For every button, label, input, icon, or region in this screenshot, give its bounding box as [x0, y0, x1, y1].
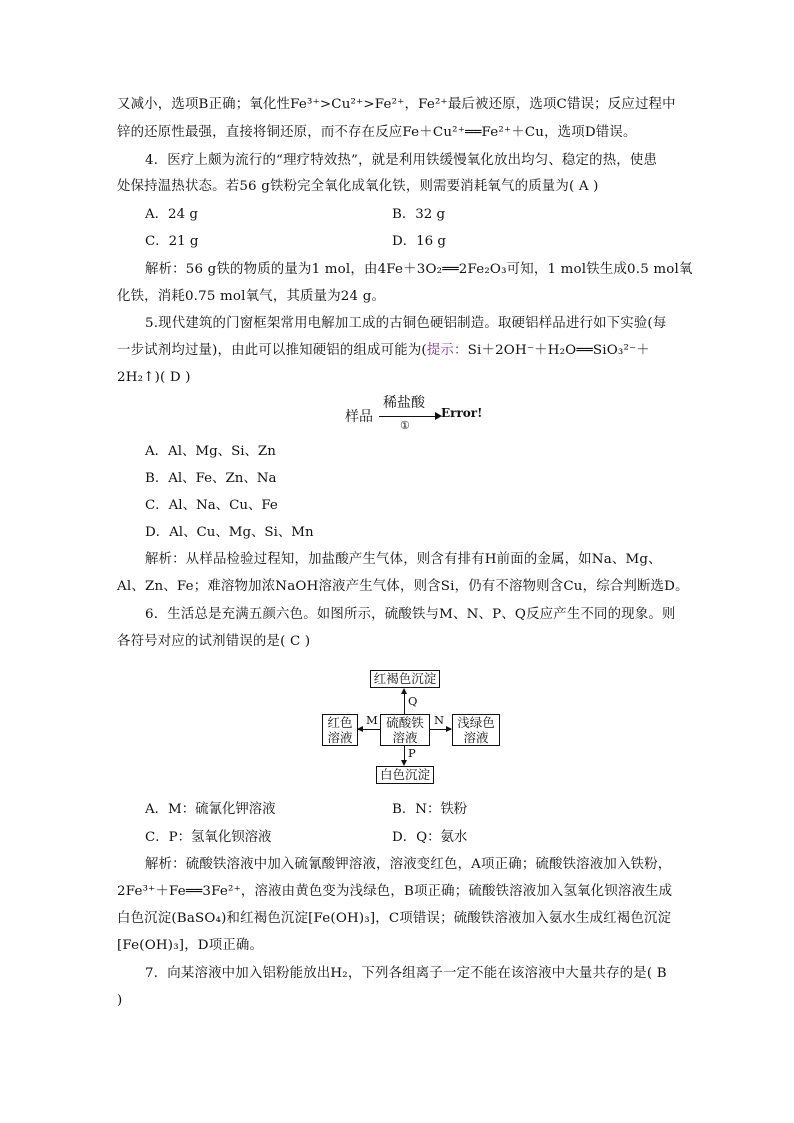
option-c: C．Al、Na、Cu、Fe — [145, 498, 278, 513]
option-c: C．21 g — [145, 234, 199, 249]
center-line: 硫酸铁 — [386, 715, 424, 730]
text-line: 锌的还原性最强，直接将铜还原，而不存在反应Fe＋Cu²⁺══Fe²⁺＋Cu，选项D错误。 — [117, 125, 637, 140]
text-line: Al、Zn、Fe；难溶物加浓NaOH溶液产生气体，则含Si，仍有不溶物则含Cu，综合判断选D。 — [117, 579, 689, 594]
reaction-diagram — [318, 666, 508, 790]
text-line: [Fe(OH)₃]，D项正确。 — [117, 938, 264, 953]
label-m: M — [366, 713, 378, 727]
text-span: 一步试剂均过量)，由此可以推知硬铝的组成可能为( — [117, 343, 427, 358]
option-a: A．24 g — [145, 207, 198, 222]
text-span: Si＋2OH⁻＋H₂O══SiO₃²⁻＋ — [467, 343, 650, 358]
option-d: D．16 g — [392, 234, 446, 249]
text-line: 处保持温热状态。若56 g铁粉完全氧化成氧化铁，则需要消耗氧气的质量为( A ) — [117, 179, 599, 194]
flow-reagent: 稀盐酸 — [383, 395, 425, 411]
option-b: B．N：铁粉 — [392, 802, 468, 817]
option-a: A．M：硫氰化钾溶液 — [145, 802, 276, 817]
arrow-up-icon — [401, 688, 407, 694]
arrow-left-icon — [357, 726, 363, 732]
box-top: 红褐色沉淀 — [370, 670, 440, 688]
label-p: P — [408, 746, 416, 760]
option-c: C．P：氢氧化钡溶液 — [145, 830, 272, 845]
arrow-q — [404, 694, 405, 714]
option-b: B．32 g — [392, 207, 446, 222]
text-line: ) — [117, 993, 123, 1008]
option-d: D．Al、Cu、Mg、Si、Mn — [145, 525, 314, 540]
text-line: 化铁，消耗0.75 mol氧气，其质量为24 g。 — [117, 289, 386, 304]
answer-explanation: 解析：硫酸铁溶液中加入硫氰酸钾溶液，溶液变红色，A项正确；硫酸铁溶液加入铁粉， — [145, 857, 672, 872]
left-line: 红色 — [327, 715, 353, 730]
question-6: 6．生活总是充满五颜六色。如图所示，硫酸铁与M、N、P、Q反应产生不同的现象。则 — [145, 607, 676, 622]
box-left — [322, 714, 358, 746]
answer-explanation: 解析：从样品检验过程知，加盐酸产生气体，则含有排有H前面的金属，如Na、Mg、 — [145, 552, 662, 567]
option-d: D．Q：氨水 — [392, 830, 468, 845]
text-line: 白色沉淀(BaSO₄)和红褐色沉淀[Fe(OH)₃]，C项错误；硫酸铁溶液加入氨水生成红褐色沉淀 — [117, 911, 672, 926]
arrow-right-icon — [446, 726, 452, 732]
text-line: 2H₂↑)( D ) — [117, 370, 191, 385]
text-line — [117, 341, 650, 361]
box-bottom: 白色沉淀 — [376, 766, 434, 784]
question-4: 4．医疗上颇为流行的“理疗特效热”，就是利用铁缓慢氧化放出均匀、稳定的热，使患 — [145, 153, 658, 168]
text-line: 各符号对应的试剂错误的是( C ) — [117, 634, 311, 649]
question-5: 5.现代建筑的门窗框架常用电解加工成的古铜色硬铝制造。取硬铝样品进行如下实验(每 — [145, 316, 667, 331]
label-n: N — [434, 713, 445, 727]
box-center — [380, 714, 430, 746]
question-7: 7．向某溶液中加入铝粉能放出H₂，下列各组离子一定不能在该溶液中大量共存的是( B — [145, 966, 667, 981]
hint-label: 提示： — [426, 343, 468, 358]
option-a: A．Al、Mg、Si、Zn — [145, 444, 276, 459]
flow-sample-label: 样品 — [345, 409, 373, 425]
label-q: Q — [408, 694, 418, 708]
text-line: 又减小，选项B正确；氧化性Fe³⁺>Cu²⁺>Fe²⁺，Fe²⁺最后被还原，选项C错误；反应过程中 — [117, 97, 676, 112]
option-b: B．Al、Fe、Zn、Na — [145, 471, 277, 486]
left-line: 溶液 — [327, 730, 353, 745]
center-line: 溶液 — [392, 730, 418, 745]
right-line: 浅绿色 — [457, 715, 495, 730]
flow-arrow — [379, 416, 437, 417]
flow-step: ① — [400, 419, 410, 432]
text-line: 2Fe³⁺＋Fe══3Fe²⁺，溶液由黄色变为浅绿色，B项正确；硫酸铁溶液加入氢氧化钡溶液生成 — [117, 884, 673, 899]
flow-error: Error! — [441, 406, 483, 420]
answer-explanation: 解析：56 g铁的物质的量为1 mol，由4Fe＋3O₂══2Fe₂O₃可知，1 mol铁生成0.5 mol氧 — [145, 262, 693, 277]
reaction-flow — [345, 392, 505, 432]
right-line: 溶液 — [463, 730, 489, 745]
box-right — [452, 714, 500, 746]
